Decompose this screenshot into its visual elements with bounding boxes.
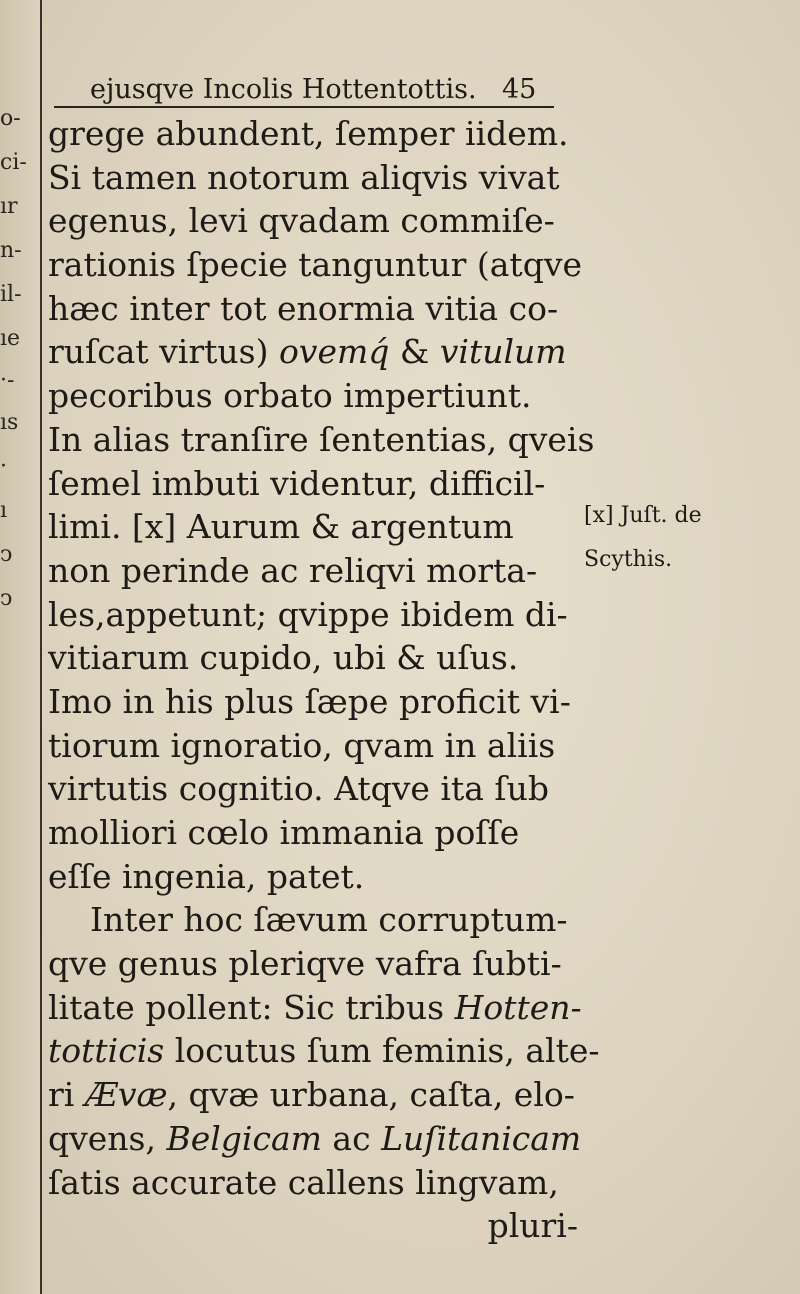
line-text: , qvæ urbana, caſta, elo- <box>167 1075 575 1115</box>
line-text: qvens, <box>48 1118 167 1158</box>
text-line: ſatis accurate callens lingvam, <box>48 1162 559 1202</box>
italic-word: vitulum <box>439 332 567 372</box>
text-line: qve genus pleriqve vafra ſubti- <box>48 944 562 984</box>
gutter-fragment: ͻ <box>0 542 13 567</box>
italic-word: Hotten- <box>454 987 582 1027</box>
text-line: ſemel imbuti videntur, difficil- <box>48 463 546 503</box>
line-text: litate pollent: Sic tribus <box>48 987 455 1027</box>
gutter-fragment: n- <box>0 238 22 263</box>
italic-word: Luſitanicam <box>381 1118 582 1158</box>
text-line <box>48 330 578 374</box>
text-line: pecoribus orbato impertiunt. <box>48 376 532 416</box>
gutter-fragment: ıs <box>0 410 19 435</box>
gutter-fragment: ıe <box>0 326 21 351</box>
italic-word: totticis <box>48 1031 165 1071</box>
text-line: molliori cœlo immania poſſe <box>48 813 520 852</box>
header-rule <box>54 106 554 108</box>
gutter-fragment: · <box>0 454 7 479</box>
marginal-note <box>584 494 702 582</box>
page-number: 45 <box>502 74 537 105</box>
text-line <box>48 1073 578 1117</box>
line-text: locutus ſum feminis, alte- <box>174 1031 600 1071</box>
text-line <box>48 1029 600 1073</box>
text-line: virtutis cognitio. Atqve ita ſub <box>48 769 549 809</box>
text-line: les,appetunt; qvippe ibidem di- <box>48 594 568 634</box>
italic-word: ovemq́ <box>278 332 390 372</box>
text-line: tiorum ignoratio, qvam in aliis <box>48 725 556 765</box>
gutter-fragment: il- <box>0 282 22 307</box>
marginal-note-line: Scythis. <box>584 547 673 572</box>
text-line <box>48 986 582 1030</box>
text-line: rationis ſpecie tanguntur (atqve <box>48 245 582 285</box>
text-line <box>48 1117 582 1161</box>
text-block <box>48 112 600 1248</box>
text-line: Imo in his plus ſæpe proficit vi- <box>48 681 571 721</box>
text-line: hæc inter tot enormia vitia co- <box>48 288 559 328</box>
marginal-note-line: [x] Juſt. de <box>584 503 702 528</box>
catchword: pluri- <box>487 1206 578 1246</box>
running-title: ejusqve Incolis Hottentottis. <box>90 74 477 105</box>
gutter-fragment: ır <box>0 194 18 219</box>
facing-page-edge <box>0 0 42 1294</box>
text-line: In alias tranſire ſententias, qveis <box>48 419 595 459</box>
gutter-fragment: o- <box>0 106 21 131</box>
text-line: grege abundent, ſemper iidem. <box>48 114 569 153</box>
line-text: ri <box>48 1075 85 1115</box>
gutter-fragment: ı <box>0 498 8 523</box>
text-line: egenus, levi qvadam commiſe- <box>48 201 555 241</box>
gutter-fragment: ·- <box>0 368 15 393</box>
text-line: eſſe ingenia, patet. <box>48 856 365 896</box>
text-line: non perinde ac reliqvi morta- <box>48 550 538 590</box>
text-line: vitiarum cupido, ubi & uſus. <box>48 638 519 678</box>
line-text: ruſcat virtus) <box>48 332 279 372</box>
text-line: Si tamen notorum aliqvis vivat <box>48 157 560 197</box>
line-text: ac <box>321 1118 382 1158</box>
gutter-fragment: ͻ <box>0 586 13 611</box>
gutter-fragment: ci- <box>0 150 27 175</box>
text-line: limi. [x] Aurum & argentum <box>48 507 514 547</box>
text-line: Inter hoc ſævum corruptum- <box>90 900 568 940</box>
ampersand: & <box>389 332 440 372</box>
italic-word: Belgicam <box>166 1118 322 1158</box>
italic-word: Ævæ <box>84 1075 168 1115</box>
